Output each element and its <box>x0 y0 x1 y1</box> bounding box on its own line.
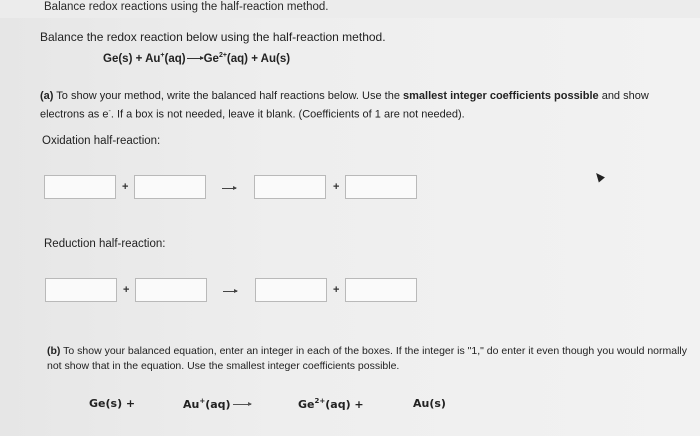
part-b-instructions: (b) To show your balanced equation, enter an integer in each of the boxes. If the integer is "1," do enter it even though you would normally not show that in the equation. Use the smallest integer coefficients possible. <box>47 345 687 372</box>
reduction-reactant-box-1[interactable] <box>45 278 117 302</box>
oxidation-product-box-2[interactable] <box>345 175 417 199</box>
final-ge-ion-term: $Ge^{2+}(aq)$ + <box>298 397 364 411</box>
reduction-label: Reduction half-reaction: <box>44 238 166 250</box>
plus-sign: + <box>123 284 130 296</box>
plus-sign: + <box>333 284 340 296</box>
oxidation-reactant-box-1[interactable] <box>44 175 116 199</box>
reactants-text: Ge(s) + Au <box>103 53 161 65</box>
oxidation-label: Oxidation half-reaction: <box>42 135 161 147</box>
reaction-arrow-icon <box>233 404 251 405</box>
plus-sign: + <box>333 181 340 193</box>
products-text: Ge <box>203 53 219 65</box>
oxidation-reactant-box-2[interactable] <box>134 175 206 199</box>
final-au-ion-term: Au+(aq) <box>183 397 251 411</box>
reaction-arrow-icon <box>222 188 236 189</box>
reaction-arrow-icon <box>223 291 237 292</box>
reduction-reactant-box-2[interactable] <box>135 278 207 302</box>
header-bar <box>0 0 700 18</box>
page-title: Balance redox reactions using the half-reaction method. <box>44 1 329 13</box>
reduction-product-box-1[interactable] <box>255 278 327 302</box>
redox-equation: Ge(s) + Au+(aq) $Ge^{2+}(aq) + Au(s)$ <box>103 52 291 65</box>
reduction-product-box-2[interactable] <box>345 278 417 302</box>
intro-text: Balance the redox reaction below using the half-reaction method. <box>40 30 386 44</box>
reaction-arrow-icon <box>187 58 203 59</box>
final-ge-term: Ge(s) + <box>89 397 136 410</box>
final-au-term: Au(s) <box>413 397 446 410</box>
plus-sign: + <box>122 181 129 193</box>
part-a-instructions: (a) To show your method, write the balanced half reactions below. Use the smallest integer coefficients possible and show electrons as e-. If a box is not needed, leave it blank. (Coefficients of 1 are not needed). <box>40 90 649 121</box>
oxidation-product-box-1[interactable] <box>254 175 326 199</box>
